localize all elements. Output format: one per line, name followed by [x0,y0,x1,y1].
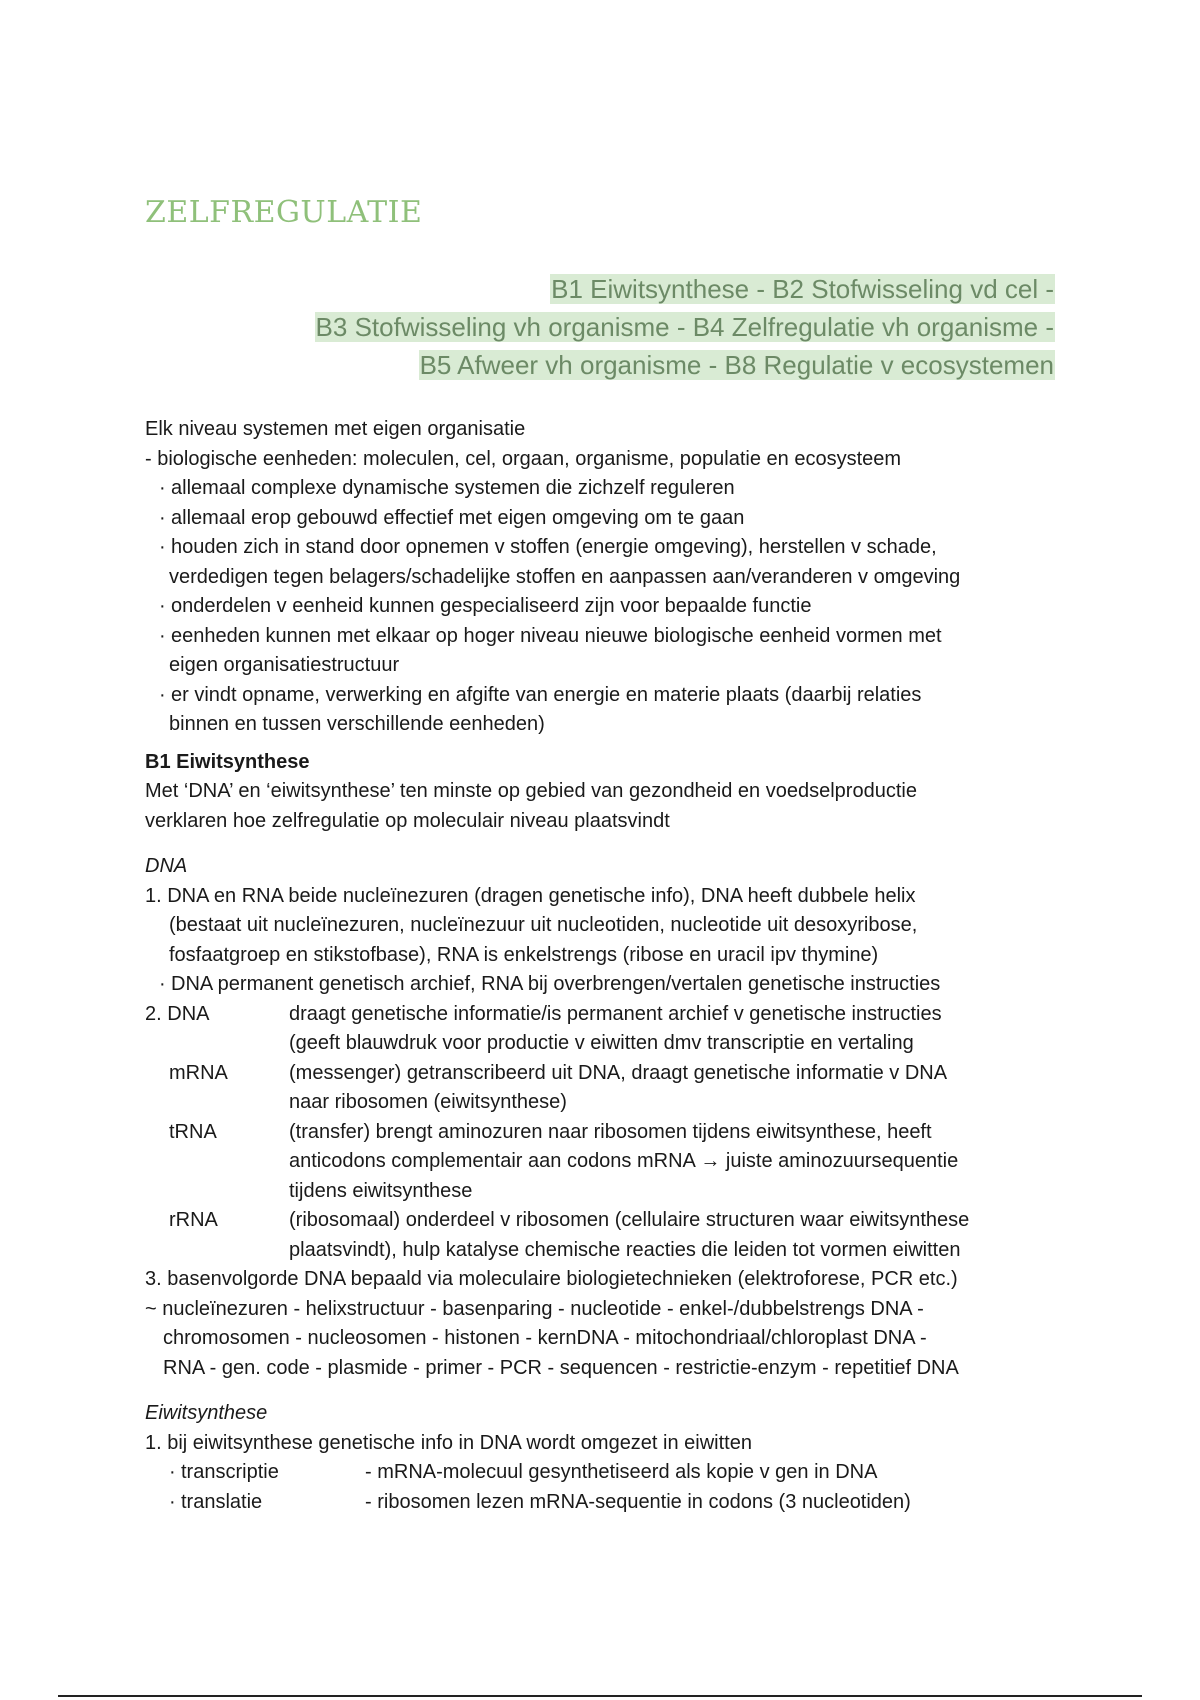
section-desc: verklaren hoe zelfregulatie op moleculair niveau plaatsvindt [145,809,670,832]
bullet-item: · allemaal erop gebouwd effectief met eigen omgeving om te gaan [159,506,745,529]
definition-row [145,1118,1055,1207]
subheading-dna: DNA [145,855,188,877]
bullet-continuation: eigen organisatiestructuur [169,654,400,676]
definition-text: draagt genetische informatie/is permanent archief v genetische instructies (geeft blauwdruk voor productie v eiwitten dmv transcriptie en vertaling [289,1002,942,1054]
topic-list [155,270,1055,384]
numbered-item: 3. basenvolgorde DNA bepaald via moleculaire biologietechnieken (elektroforese, PCR etc.) [145,1268,958,1290]
document-body [145,415,1055,1517]
numbered-item: 1. bij eiwitsynthese genetische info in DNA wordt omgezet in eiwitten [145,1431,752,1454]
section-desc: Met ‘DNA’ en ‘eiwitsynthese’ ten minste op gebied van gezondheid en voedselproductie [145,780,917,802]
definition-text: (transfer) brengt aminozuren naar ribosomen tijdens eiwitsynthese, heeft anticodons complementair aan codons mRNA → juiste aminozuursequentie tijdens eiwitsynthese [289,1120,959,1202]
process-term: · translatie [169,1490,263,1513]
bullet-item: · DNA permanent genetisch archief, RNA bij overbrengen/vertalen genetische instructies [159,973,941,995]
topic-line: B5 Afweer vh organisme - B8 Regulatie v ecosystemen [419,350,1054,380]
definition-term: 2. DNA [145,1002,210,1025]
terms-line: ~ nucleïnezuren - helixstructuur - basenparing - nucleotide - enkel-/dubbelstrengs DNA - [145,1297,924,1320]
process-text: - ribosomen lezen mRNA-sequentie in codons (3 nucleotiden) [365,1490,911,1513]
process-text: - mRNA-molecuul gesynthetiseerd als kopie v gen in DNA [365,1461,878,1483]
definition-term: tRNA [169,1120,217,1143]
bullet-item: · houden zich in stand door opnemen v stoffen (energie omgeving), herstellen v schade, [159,536,937,558]
item-continuation: (bestaat uit nucleïnezuren, nucleïnezuur uit nucleotiden, nucleotide uit desoxyribose, [169,914,918,936]
definition-term: mRNA [169,1061,228,1084]
definition-row [145,1000,1055,1059]
intro-bullets [145,474,1055,740]
rna-types-table [145,1000,1055,1266]
bullet-item: · allemaal complexe dynamische systemen die zichzelf reguleren [159,477,735,499]
process-row [145,1458,1055,1488]
intro-line: Elk niveau systemen met eigen organisatie [145,418,526,440]
bullet-continuation: binnen en tussen verschillende eenheden) [169,713,545,735]
subheading-eiwitsynthese: Eiwitsynthese [145,1402,268,1424]
page-title: ZELFREGULATIE [145,195,423,230]
definition-text: (messenger) getranscribeerd uit DNA, draagt genetische informatie v DNA naar ribosomen (eiwitsynthese) [289,1061,948,1113]
definition-term: rRNA [169,1209,218,1231]
topic-line: B1 Eiwitsynthese - B2 Stofwisseling vd cel - [551,274,1054,304]
definition-text: (ribosomaal) onderdeel v ribosomen (cellulaire structuren waar eiwitsynthese plaatsvindt), hulp katalyse chemische reacties die leiden tot vormen eiwitten [289,1209,970,1261]
numbered-item: 1. DNA en RNA beide nucleïnezuren (dragen genetische info), DNA heeft dubbele helix [145,884,916,907]
intro-line: - biologische eenheden: moleculen, cel, orgaan, organisme, populatie en ecosysteem [145,447,902,470]
process-term: · transcriptie [169,1461,279,1483]
terms-line: RNA - gen. code - plasmide - primer - PCR - sequencen - restrictie-enzym - repetitief DNA [163,1356,959,1379]
topic-line: B3 Stofwisseling vh organisme - B4 Zelfregulatie vh organisme - [315,312,1054,342]
bullet-item: · eenheden kunnen met elkaar op hoger niveau nieuwe biologische eenheid vormen met [159,624,942,647]
process-row [145,1488,1055,1518]
definition-row [145,1059,1055,1118]
definition-row [145,1206,1055,1265]
page-divider [58,1695,1142,1697]
section-heading-b1: B1 Eiwitsynthese [145,750,310,773]
item-continuation: fosfaatgroep en stikstofbase), RNA is enkelstrengs (ribose en uracil ipv thymine) [169,943,879,966]
bullet-item: · er vindt opname, verwerking en afgifte van energie en materie plaats (daarbij relaties [159,683,922,706]
bullet-continuation: verdedigen tegen belagers/schadelijke stoffen en aanpassen aan/veranderen v omgeving [169,565,961,588]
terms-line: chromosomen - nucleosomen - histonen - kernDNA - mitochondriaal/chloroplast DNA - [163,1327,927,1349]
bullet-item: · onderdelen v eenheid kunnen gespecialiseerd zijn voor bepaalde functie [159,595,812,617]
